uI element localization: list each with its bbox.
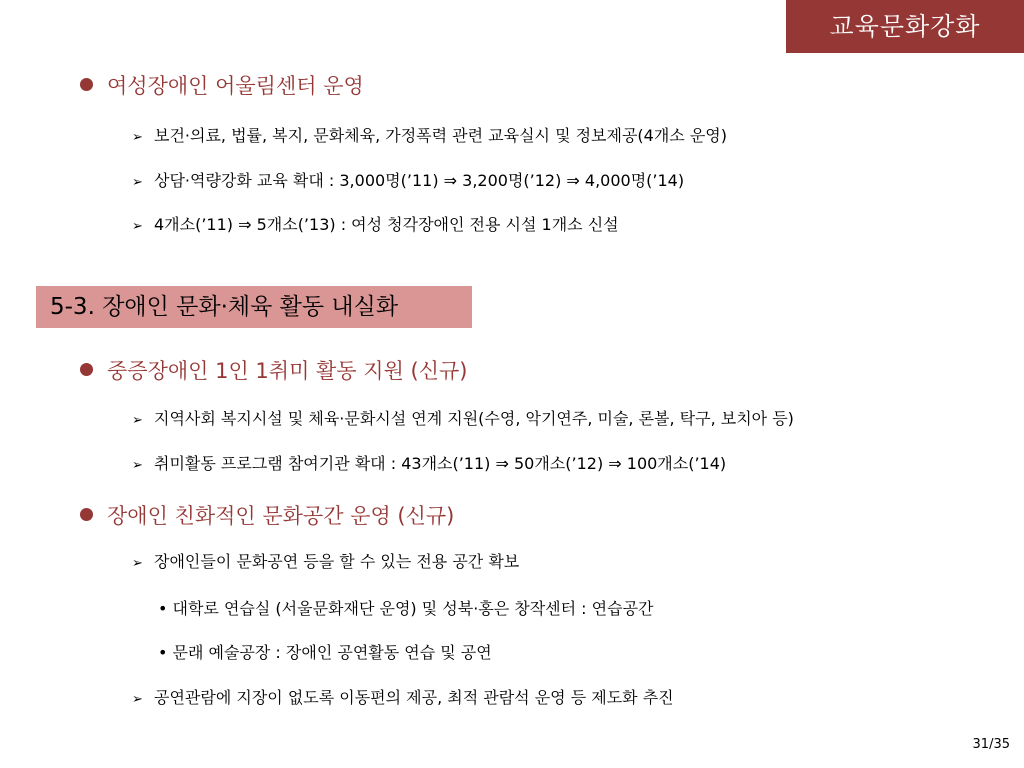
block3-heading [80, 500, 454, 530]
bullet-dot-icon [80, 363, 93, 376]
block3-item-1-text: 장애인들이 문화공연 등을 할 수 있는 전용 공간 확보 [154, 552, 520, 571]
block2-item-2 [132, 451, 726, 474]
block2-heading [80, 355, 468, 385]
block1-item-2 [132, 168, 684, 191]
block2-item-1-text: 지역사회 복지시설 및 체육·문화시설 연계 지원(수영, 악기연주, 미술, 론볼, 탁구, 보치아 등) [154, 409, 794, 428]
arrow-bullet-icon: ➢ [132, 130, 143, 145]
block1-item-1 [132, 123, 727, 146]
block3-subitem-1: • 대학로 연습실 (서울문화재단 운영) 및 성북·홍은 창작센터 : 연습공간 [158, 599, 654, 618]
page-number: 31/35 [972, 737, 1010, 752]
block3-item-1 [132, 549, 519, 572]
arrow-bullet-icon: ➢ [132, 219, 143, 234]
arrow-bullet-icon: ➢ [132, 692, 143, 707]
arrow-bullet-icon: ➢ [132, 458, 143, 473]
section-title: 5-3. 장애인 문화·체육 활동 내실화 [36, 286, 472, 328]
arrow-bullet-icon: ➢ [132, 556, 143, 571]
block3-subitem-2: • 문래 예술공장 : 장애인 공연활동 연습 및 공연 [158, 643, 492, 662]
block3-item-2-text: 공연관람에 지장이 없도록 이동편의 제공, 최적 관람석 운영 등 제도화 추진 [154, 688, 674, 707]
block1-item-3-text: 4개소(’11) ⇒ 5개소(’13) : 여성 청각장애인 전용 시설 1개소 신설 [154, 215, 619, 234]
arrow-bullet-icon: ➢ [132, 413, 143, 428]
bullet-dot-icon [80, 508, 93, 521]
block2-item-2-text: 취미활동 프로그램 참여기관 확대 : 43개소(’11) ⇒ 50개소(’12) ⇒ 100개소(’14) [154, 454, 727, 473]
arrow-bullet-icon: ➢ [132, 175, 143, 190]
bullet-dot-icon [80, 78, 93, 91]
block1-item-2-text: 상담·역량강화 교육 확대 : 3,000명(’11) ⇒ 3,200명(’12) ⇒ 4,000명(’14) [154, 171, 685, 190]
block1-heading-text: 여성장애인 어울림센터 운영 [107, 74, 364, 98]
block2-heading-text: 중증장애인 1인 1취미 활동 지원 (신규) [107, 359, 468, 383]
block2-item-1 [132, 406, 794, 429]
block1-item-1-text: 보건·의료, 법률, 복지, 문화체육, 가정폭력 관련 교육실시 및 정보제공(4개소 운영) [154, 126, 728, 145]
block1-item-3 [132, 212, 619, 235]
header-title: 교육문화강화 [786, 0, 1024, 53]
block1-heading [80, 70, 364, 100]
block3-item-2 [132, 685, 674, 708]
block3-heading-text: 장애인 친화적인 문화공간 운영 (신규) [107, 504, 455, 528]
